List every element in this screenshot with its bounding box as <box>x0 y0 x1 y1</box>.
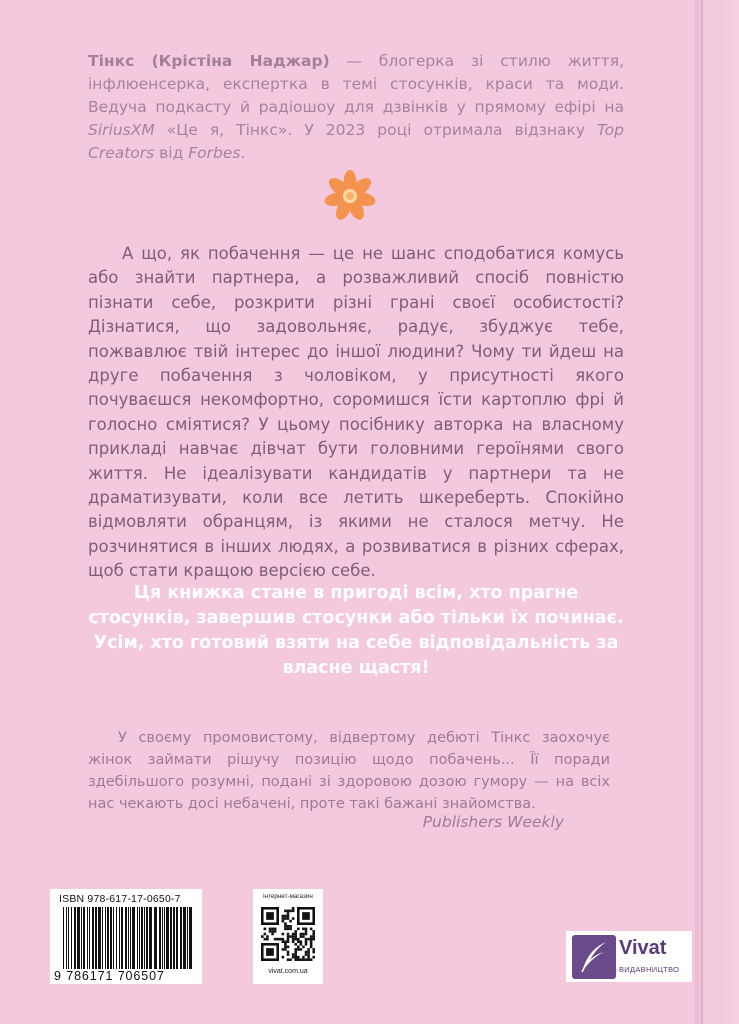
qr-module <box>305 940 308 943</box>
author-bio: Тінкс (Крістіна Наджар) — блогерка зі стилю життя, інфлюенсерка, експертка в темі стосунків, краси та моди. Ведуча подкасту й радіошоу для дзвінків у прямому ефірі на SiriusXM «Це я, Тінкс». У 2023 році отримала відзнаку Top Creators від Forbes. <box>88 52 624 162</box>
qr-module <box>287 938 290 941</box>
qr-module <box>271 928 274 931</box>
qr-module <box>287 925 290 928</box>
barcode-bar <box>63 907 64 969</box>
qr-module <box>284 915 287 918</box>
barcode-bar <box>146 907 148 969</box>
qr-module <box>284 940 287 943</box>
qr-module <box>292 917 295 920</box>
qr-module <box>310 946 313 949</box>
qr-module <box>300 935 303 938</box>
qr-module <box>302 928 305 931</box>
qr-module <box>297 948 300 951</box>
qr-module <box>292 910 295 913</box>
qr-module <box>284 922 287 925</box>
qr-module <box>292 935 295 938</box>
qr-module <box>282 938 285 941</box>
qr-module <box>276 938 279 941</box>
flower-icon <box>322 168 378 224</box>
qr-module <box>294 951 297 954</box>
qr-module <box>300 933 303 936</box>
barcode-bar <box>83 907 85 969</box>
barcode-bar <box>66 907 67 969</box>
qr-module <box>287 912 290 915</box>
qr-module <box>312 935 315 938</box>
qr-module <box>302 912 310 920</box>
qr-module <box>307 953 310 956</box>
qr-module <box>312 951 315 954</box>
qr-module <box>294 935 297 938</box>
qr-module <box>294 933 297 936</box>
qr-module <box>292 953 295 956</box>
qr-module <box>312 948 315 951</box>
qr-module <box>284 925 287 928</box>
barcode-bar <box>141 907 143 969</box>
qr-module <box>282 920 285 923</box>
qr-module <box>274 930 277 933</box>
qr-module <box>300 958 303 961</box>
qr-module <box>302 958 305 961</box>
qr-module <box>302 935 305 938</box>
barcode-bar <box>121 907 123 969</box>
barcode-bar <box>189 907 192 969</box>
qr-module <box>287 915 290 918</box>
barcode-bar <box>92 907 94 969</box>
qr-module <box>307 956 310 959</box>
barcode-bar <box>187 907 188 969</box>
qr-module <box>289 935 292 938</box>
review-source: Publishers Weekly <box>422 813 564 831</box>
qr-module <box>266 912 274 920</box>
qr-module <box>294 943 297 946</box>
qr-module <box>287 940 290 943</box>
qr-module <box>307 951 310 954</box>
barcode-bar <box>125 907 127 969</box>
barcode-bar <box>170 907 172 969</box>
qr-module <box>287 958 290 961</box>
qr-module <box>305 928 308 931</box>
qr-module <box>294 958 297 961</box>
qr-module <box>274 928 277 931</box>
qr-module <box>269 928 272 931</box>
qr-module <box>264 928 267 931</box>
qr-module <box>305 951 308 954</box>
qr-module <box>271 930 274 933</box>
qr-module <box>284 917 287 920</box>
qr-module <box>297 940 300 943</box>
barcode-bar <box>139 907 140 969</box>
barcode-bar <box>119 907 120 969</box>
qr-module <box>305 930 308 933</box>
qr-label: інтернет-магазин <box>263 893 313 900</box>
qr-module <box>284 946 287 949</box>
qr-module <box>261 935 264 938</box>
qr-module <box>292 907 295 910</box>
qr-module <box>310 958 313 961</box>
qr-url: vivat.com.ua <box>268 968 308 975</box>
barcode-bar <box>154 907 157 969</box>
qr-module <box>297 928 300 931</box>
qr-module <box>307 948 310 951</box>
qr-module <box>282 948 285 951</box>
qr-module <box>294 948 297 951</box>
publisher-logo <box>566 931 692 982</box>
qr-module <box>292 938 295 941</box>
barcode-bar <box>98 907 101 969</box>
qr-module <box>302 933 305 936</box>
qr-module <box>300 948 303 951</box>
barcode-bar <box>166 907 169 969</box>
publisher-name: Vivat <box>619 937 667 959</box>
qr-module <box>287 953 290 956</box>
qr-module <box>294 930 297 933</box>
qr-module <box>305 958 308 961</box>
qr-module <box>310 928 313 931</box>
barcode-bar <box>128 907 129 969</box>
barcode-bar <box>130 907 131 969</box>
qr-module <box>266 938 269 941</box>
barcode-bar <box>81 907 82 969</box>
barcode-bar <box>162 907 163 969</box>
barcode-bar <box>89 907 90 969</box>
barcode-bar <box>74 907 76 969</box>
qr-module <box>287 910 290 913</box>
qr-module <box>292 940 295 943</box>
barcode-bar <box>137 907 138 969</box>
qr-block <box>253 889 323 984</box>
qr-module <box>274 938 277 941</box>
book-description: А що, як побачення — це не шанс сподобатися комусь або знайти партнера, а розважливий спосіб повністю пізнати себе, розкрити різні грані своєї особистості? Дізнатися, що задовольняє, радує, збуджує тебе, пожвавлює твій інтерес до іншої людини? Чому ти йдеш на друге побачення з чоловіком, у присутності якого почуваєшся некомфортно, соромишся їсти картоплю фрі й голосно сміятися? У цьому посібнику авторка на власному прикладі навчає дівчат бути головними героїнями свого життя. Не ідеалізувати кандидатів у партнери та не драматизувати, коли все летить шкереберть. Спокійно відмовляти обранцям, із якими не сталося метчу. Не розчинятися в інших людях, а розвиватися в різних сферах, щоб стати кращою версією себе. <box>88 244 624 581</box>
qr-module <box>282 940 285 943</box>
qr-module <box>307 958 310 961</box>
author-name: Тінкс (Крістіна Наджар) <box>88 52 330 70</box>
qr-code-icon[interactable] <box>261 907 315 961</box>
qr-module <box>302 956 305 959</box>
quill-icon <box>572 935 616 979</box>
qr-module <box>284 910 287 913</box>
qr-module <box>300 940 303 943</box>
book-spine <box>695 0 739 1024</box>
qr-module <box>294 956 297 959</box>
qr-module <box>287 935 290 938</box>
barcode-bar <box>110 907 112 969</box>
qr-module <box>294 938 297 941</box>
qr-module <box>312 930 315 933</box>
qr-module <box>289 920 292 923</box>
barcode-bar <box>180 907 182 969</box>
qr-module <box>289 928 292 931</box>
qr-module <box>287 946 290 949</box>
barcode-bar <box>77 907 80 969</box>
highlight-quote: Ця книжка стане в пригоді всім, хто прагне стосунків, завершив стосунки або тільки їх починає. Усім, хто готовий взяти на себе відповідальність за власне щастя! <box>88 583 624 678</box>
barcode-bar <box>113 907 114 969</box>
qr-module <box>297 938 300 941</box>
publisher-subtitle: ВИДАВНИЦТВО <box>619 965 680 974</box>
barcode-bars <box>63 907 193 969</box>
qr-module <box>287 933 290 936</box>
barcode <box>50 889 202 984</box>
qr-module <box>312 933 315 936</box>
barcode-bar <box>107 907 109 969</box>
barcode-bar <box>71 907 72 969</box>
barcode-bar <box>105 907 106 969</box>
qr-module <box>310 935 313 938</box>
qr-module <box>282 933 285 936</box>
qr-module <box>310 940 313 943</box>
barcode-bar <box>87 907 88 969</box>
qr-module <box>271 933 274 936</box>
qr-module <box>289 958 292 961</box>
isbn-label: ISBN 978-617-17-0650-7 <box>59 893 181 905</box>
qr-module <box>297 956 300 959</box>
qr-module <box>294 953 297 956</box>
qr-module <box>264 938 267 941</box>
qr-module <box>284 948 287 951</box>
barcode-bar <box>149 907 152 969</box>
qr-module <box>292 956 295 959</box>
qr-module <box>297 946 300 949</box>
qr-module <box>289 910 292 913</box>
barcode-bar <box>183 907 186 969</box>
qr-module <box>312 938 315 941</box>
barcode-bar <box>68 907 69 969</box>
qr-module <box>287 951 290 954</box>
qr-module <box>264 933 267 936</box>
qr-module <box>300 943 303 946</box>
barcode-bar <box>176 907 178 969</box>
qr-module <box>310 943 313 946</box>
barcode-bar <box>95 907 97 969</box>
barcode-bar <box>164 907 165 969</box>
spine-fold <box>701 0 703 1024</box>
qr-module <box>269 930 272 933</box>
qr-module <box>282 915 285 918</box>
review-text: У своєму промовистому, відвертому дебюті Тінкс заохочує жінок займати рішучу позицію щодо побачень... Її поради здебільшого розумні, подані зі здоровою дозою гумору — на всіх нас чекають досі небачені, проте такі бажані знайомства. <box>88 730 610 812</box>
qr-module <box>292 933 295 936</box>
qr-module <box>287 928 290 931</box>
qr-module <box>302 946 305 949</box>
qr-module <box>279 938 282 941</box>
qr-module <box>289 925 292 928</box>
qr-module <box>266 935 269 938</box>
qr-module <box>284 928 287 931</box>
qr-module <box>287 917 290 920</box>
qr-module <box>266 948 274 956</box>
qr-module <box>305 953 308 956</box>
qr-module <box>305 938 308 941</box>
qr-module <box>305 933 308 936</box>
qr-module <box>297 958 300 961</box>
barcode-bar <box>102 907 103 969</box>
qr-module <box>305 943 308 946</box>
barcode-number: 9 786171 706507 <box>54 969 165 983</box>
barcode-bar <box>132 907 135 969</box>
barcode-bar <box>173 907 175 969</box>
qr-module <box>284 943 287 946</box>
barcode-bar <box>159 907 161 969</box>
barcode-bar <box>144 907 145 969</box>
qr-module <box>282 917 285 920</box>
qr-module <box>282 956 285 959</box>
qr-module <box>312 956 315 959</box>
qr-module <box>307 938 310 941</box>
barcode-bar <box>116 907 117 969</box>
qr-module <box>310 938 313 941</box>
